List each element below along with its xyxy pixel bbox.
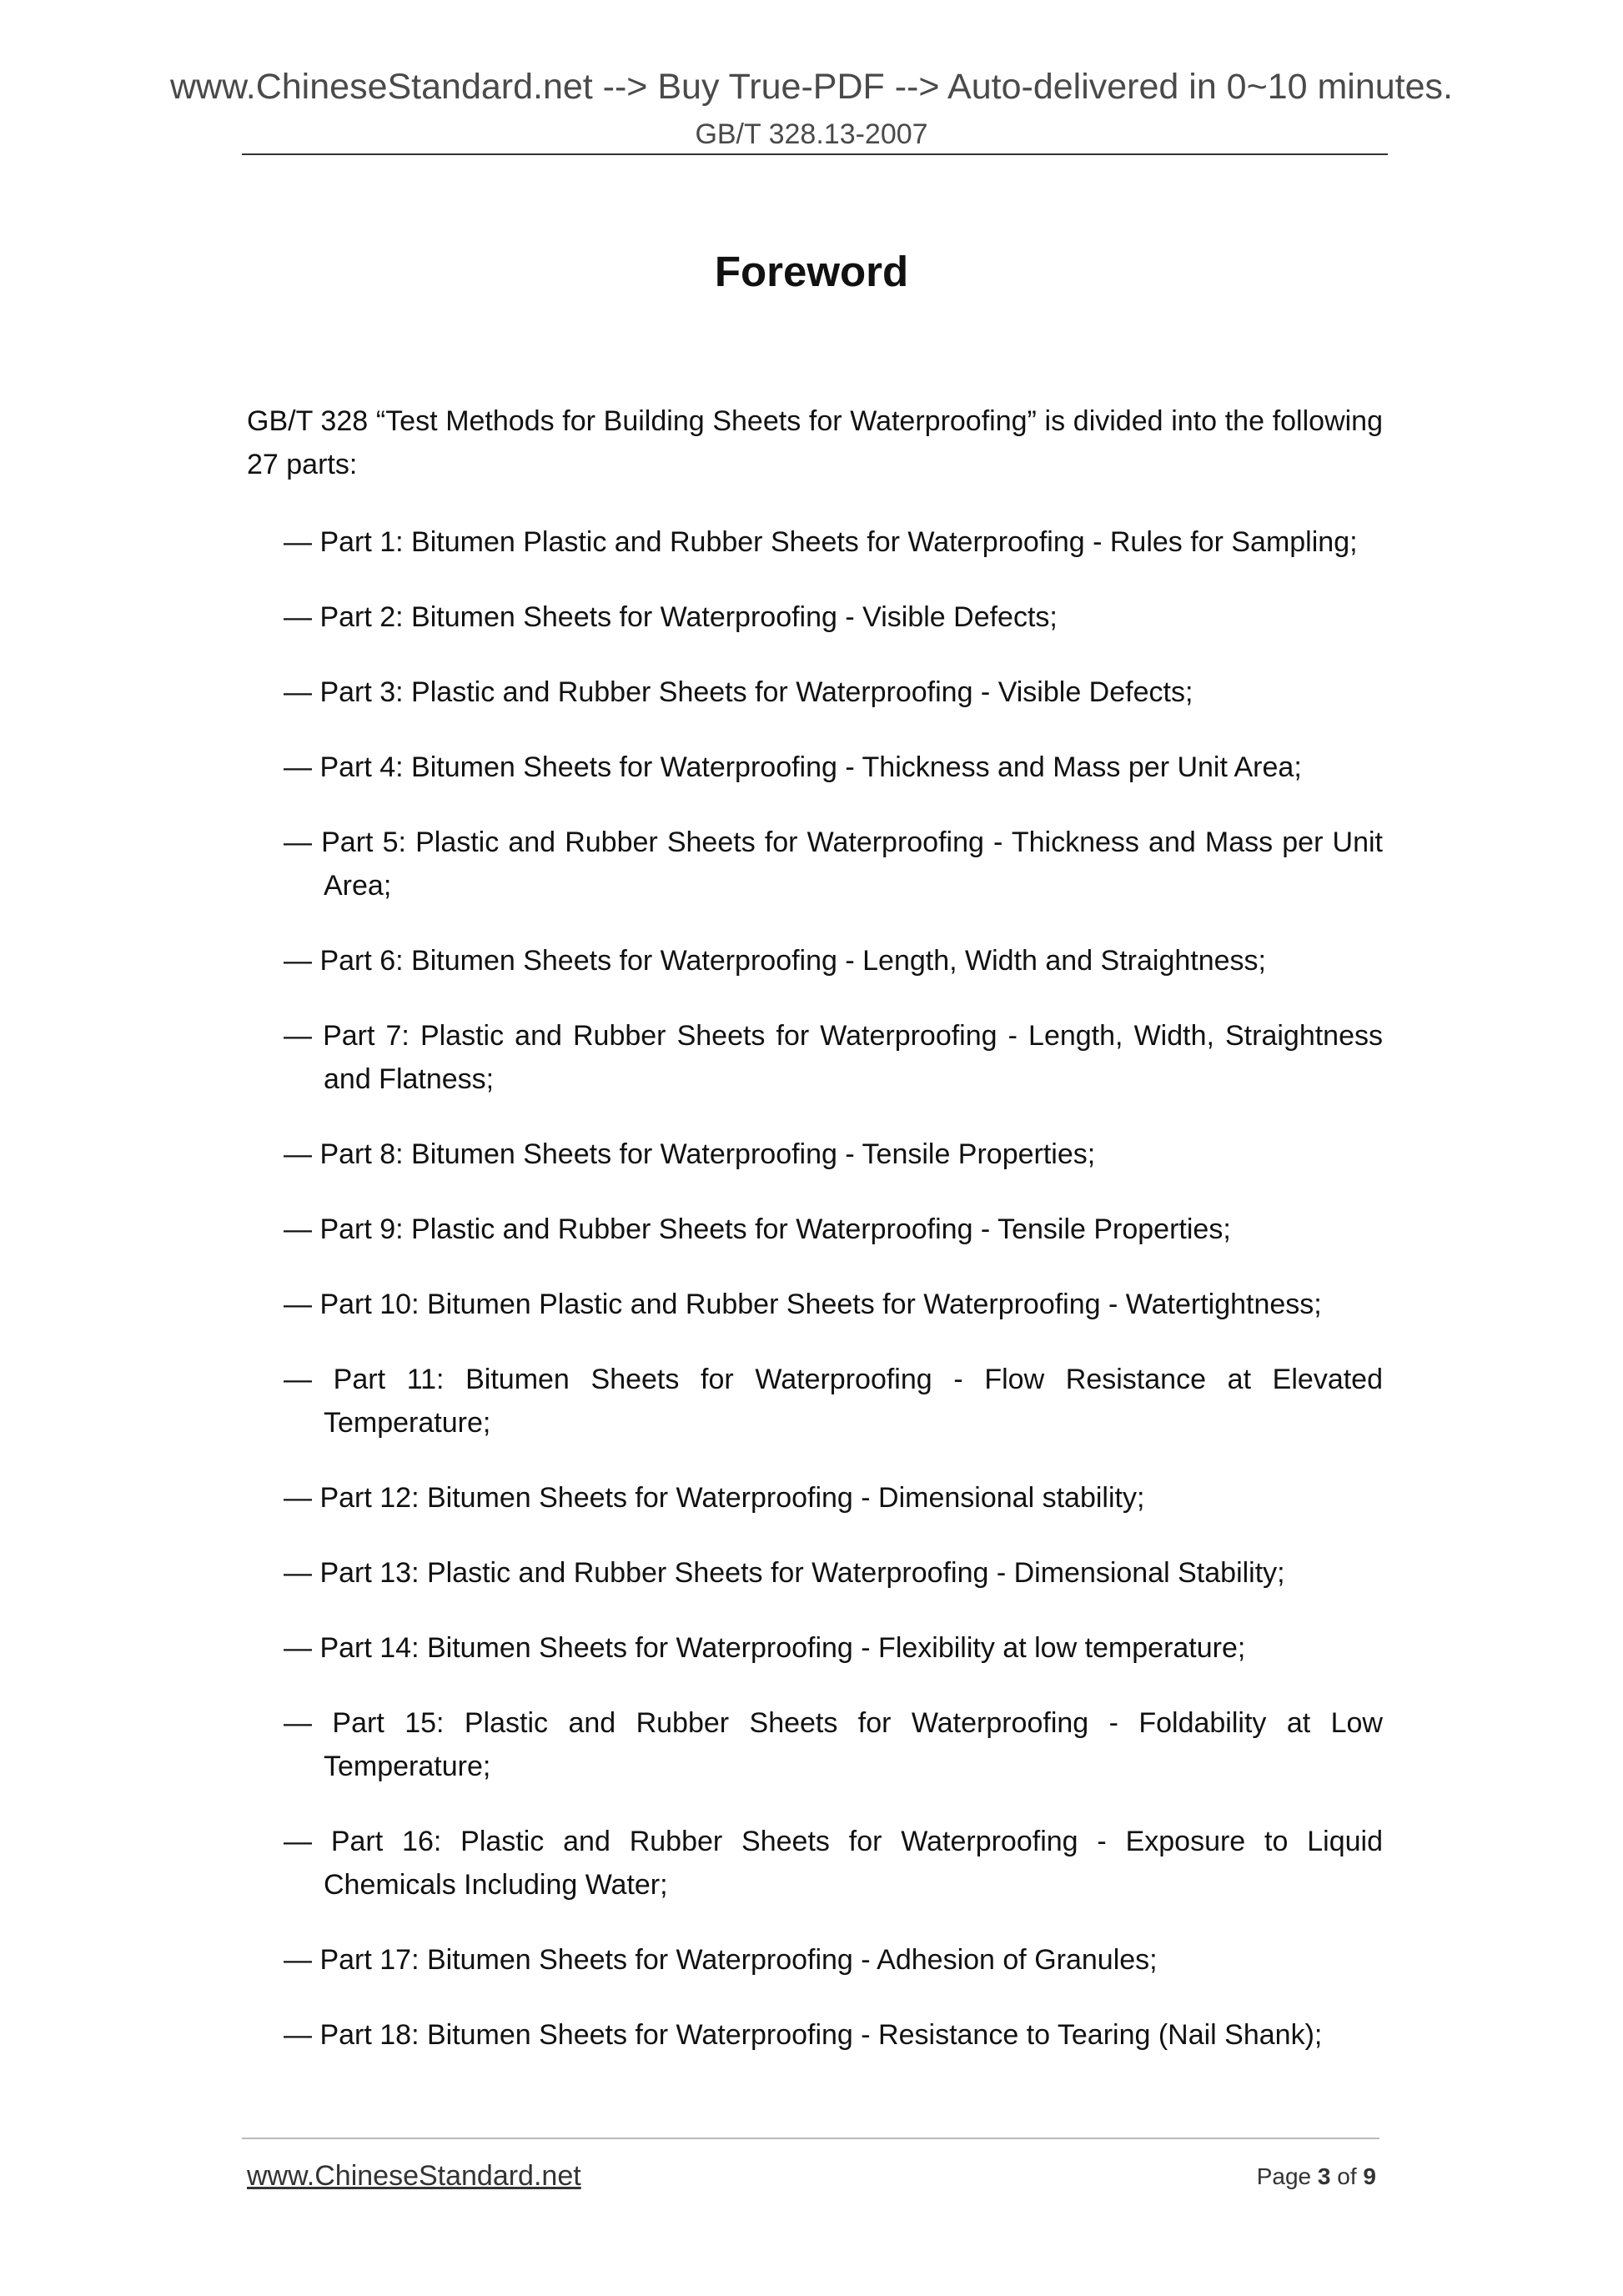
list-item: — Part 11: Bitumen Sheets for Waterproofing - Flow Resistance at Elevated Temperature; bbox=[284, 1364, 1383, 1439]
page-of-label: of bbox=[1337, 2163, 1357, 2189]
list-item: — Part 10: Bitumen Plastic and Rubber Sheets for Waterproofing - Watertightness; bbox=[284, 1289, 1322, 1320]
list-item: — Part 5: Plastic and Rubber Sheets for Waterproofing - Thickness and Mass per Unit Area; bbox=[284, 826, 1383, 902]
intro-paragraph: GB/T 328 “Test Methods for Building Sheets for Waterproofing” is divided into the following 27 parts: bbox=[247, 405, 1383, 480]
list-item: — Part 8: Bitumen Sheets for Waterproofing - Tensile Properties; bbox=[284, 1138, 1096, 1170]
footer-site-link[interactable]: www.ChineseStandard.net bbox=[247, 2160, 581, 2192]
list-item: — Part 17: Bitumen Sheets for Waterproofing - Adhesion of Granules; bbox=[284, 1944, 1158, 1976]
list-item: — Part 18: Bitumen Sheets for Waterproofing - Resistance to Tearing (Nail Shank); bbox=[284, 2019, 1323, 2051]
page-label: Page bbox=[1256, 2163, 1312, 2189]
document-code: GB/T 328.13-2007 bbox=[695, 118, 928, 150]
list-item: — Part 9: Plastic and Rubber Sheets for Waterproofing - Tensile Properties; bbox=[284, 1213, 1231, 1245]
list-item: — Part 16: Plastic and Rubber Sheets for Waterproofing - Exposure to Liquid Chemicals Including Water; bbox=[284, 1826, 1383, 1901]
header-divider bbox=[242, 153, 1388, 155]
list-item: — Part 3: Plastic and Rubber Sheets for Waterproofing - Visible Defects; bbox=[284, 676, 1193, 708]
list-item: — Part 2: Bitumen Sheets for Waterproofing - Visible Defects; bbox=[284, 601, 1058, 633]
list-item: — Part 6: Bitumen Sheets for Waterproofing - Length, Width and Straightness; bbox=[284, 945, 1266, 977]
page-total: 9 bbox=[1363, 2163, 1376, 2189]
list-item: — Part 4: Bitumen Sheets for Waterproofing - Thickness and Mass per Unit Area; bbox=[284, 751, 1302, 783]
page-title: Foreword bbox=[714, 248, 909, 295]
page-current: 3 bbox=[1317, 2163, 1331, 2189]
list-item: — Part 14: Bitumen Sheets for Waterproofing - Flexibility at low temperature; bbox=[284, 1632, 1246, 1664]
list-item: — Part 15: Plastic and Rubber Sheets for Waterproofing - Foldability at Low Temperature; bbox=[284, 1707, 1383, 1782]
parts-list bbox=[284, 520, 1383, 2088]
list-item: — Part 7: Plastic and Rubber Sheets for Waterproofing - Length, Width, Straightness and Flatness; bbox=[284, 1020, 1383, 1095]
header-banner: www.ChineseStandard.net --> Buy True-PDF --> Auto-delivered in 0~10 minutes. bbox=[169, 67, 1453, 107]
list-item: — Part 13: Plastic and Rubber Sheets for Waterproofing - Dimensional Stability; bbox=[284, 1557, 1285, 1589]
list-item: — Part 12: Bitumen Sheets for Waterproofing - Dimensional stability; bbox=[284, 1482, 1145, 1514]
footer-divider bbox=[242, 2138, 1379, 2139]
page-number bbox=[1257, 2163, 1376, 2191]
list-item: — Part 1: Bitumen Plastic and Rubber Sheets for Waterproofing - Rules for Sampling; bbox=[284, 526, 1358, 558]
